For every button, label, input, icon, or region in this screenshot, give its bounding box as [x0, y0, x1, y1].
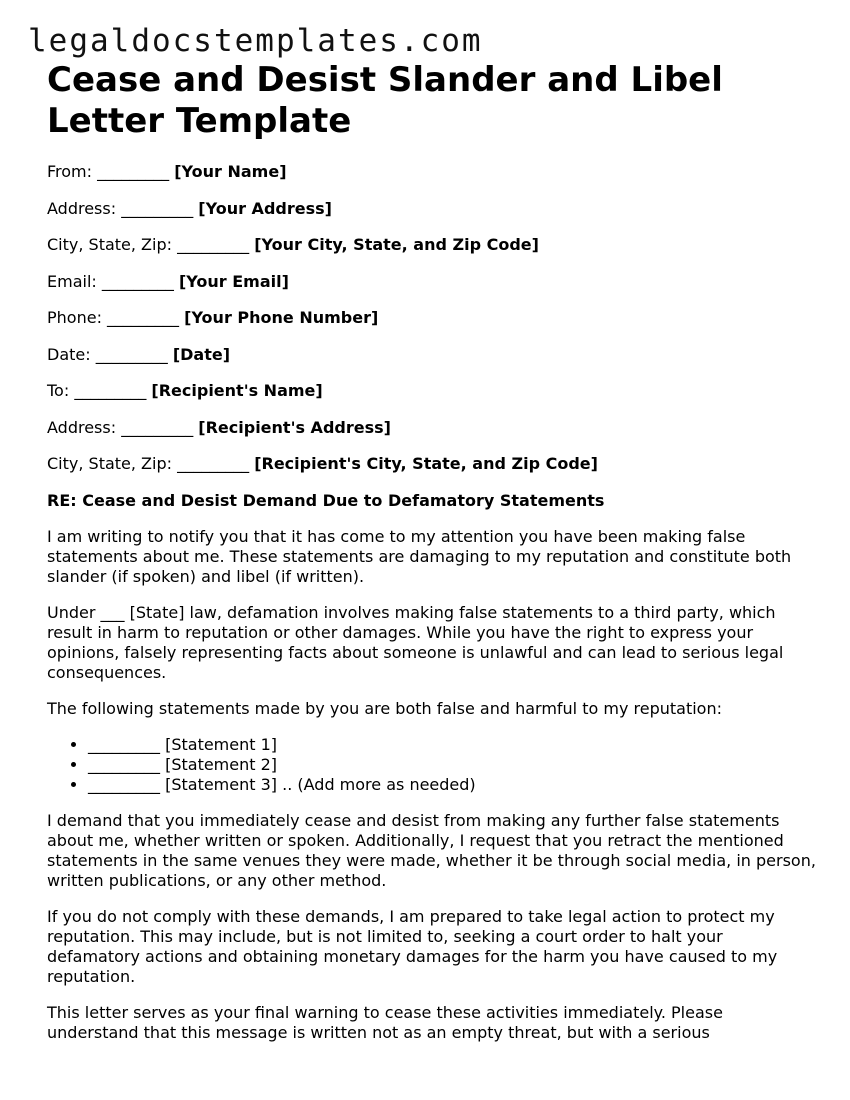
- to-field: [47, 381, 817, 401]
- field-label: From: _________: [47, 162, 175, 181]
- city-state-zip-field: [47, 235, 817, 255]
- field-value: [Your Name]: [174, 162, 287, 181]
- paragraph-demand: I demand that you immediately cease and desist from making any further false statements about me, whether written or spoken. Additionally, I request that you retract the mentioned statements in the same venues they were made, whether it be through social media, in person, written publications, or any other method.: [47, 810, 816, 890]
- paragraph-final-warning: This letter serves as your final warning to cease these activities immediately. Please understand that this message is written not as an empty threat, but with a serious: [47, 1002, 723, 1042]
- field-label: To: _________: [47, 381, 152, 400]
- field-label: Address: _________: [47, 417, 199, 437]
- recipient-address-field: [47, 418, 817, 438]
- date-field: [47, 345, 817, 365]
- field-value: [Recipient's City, State, and Zip Code]: [254, 454, 598, 473]
- phone-field: [47, 308, 817, 328]
- paragraph-statements-intro: The following statements made by you are both false and harmful to my reputation:: [47, 698, 722, 718]
- list-item: • _________ [Statement 3] .. (Add more as needed): [88, 775, 817, 795]
- address-field: [47, 199, 817, 219]
- re-line: RE: Cease and Desist Demand Due to Defamatory Statements: [47, 490, 605, 510]
- field-value: [Recipient's Name]: [151, 381, 323, 400]
- recipient-city-state-zip-field: [47, 454, 817, 474]
- field-label: City, State, Zip: _________: [47, 235, 255, 254]
- field-value: [Recipient's Address]: [198, 417, 391, 437]
- field-label: Email: _________: [47, 271, 179, 291]
- list-item: • _________ [Statement 2]: [88, 755, 817, 775]
- site-watermark: legaldocstemplates.com: [28, 23, 483, 59]
- field-label: Date: _________: [47, 344, 173, 364]
- list-item: • _________ [Statement 1]: [88, 735, 817, 755]
- field-value: [Your City, State, and Zip Code]: [254, 235, 539, 254]
- field-label: Address: _________: [47, 198, 199, 218]
- field-value: [Your Address]: [198, 198, 332, 218]
- document-title: Cease and Desist Slander and Libel Letter Template: [47, 60, 723, 141]
- field-label: City, State, Zip: _________: [47, 454, 255, 473]
- paragraph-notice: I am writing to notify you that it has come to my attention you have been making false statements about me. These statements are damaging to my reputation and constitute both slander (if spoken) and libel (if written).: [47, 526, 792, 586]
- letter-body: [47, 162, 817, 1059]
- email-field: [47, 272, 817, 292]
- field-value: [Your Phone Number]: [184, 308, 379, 327]
- paragraph-legal-action: If you do not comply with these demands, I am prepared to take legal action to protect my reputation. This may include, but is not limited to, seeking a court order to halt your defamatory actions and obtaining monetary damages for the harm you have caused to my reputation.: [47, 906, 778, 986]
- field-value: [Your Email]: [178, 271, 289, 291]
- from-field: [47, 162, 817, 182]
- paragraph-law: Under ___ [State] law, defamation involves making false statements to a third party, which result in harm to reputation or other damages. While you have the right to express your opinions, falsely representing facts about someone is unlawful and can lead to serious legal consequences.: [47, 602, 784, 682]
- field-label: Phone: _________: [47, 308, 185, 327]
- statements-list: [47, 735, 817, 795]
- field-value: [Date]: [172, 344, 231, 364]
